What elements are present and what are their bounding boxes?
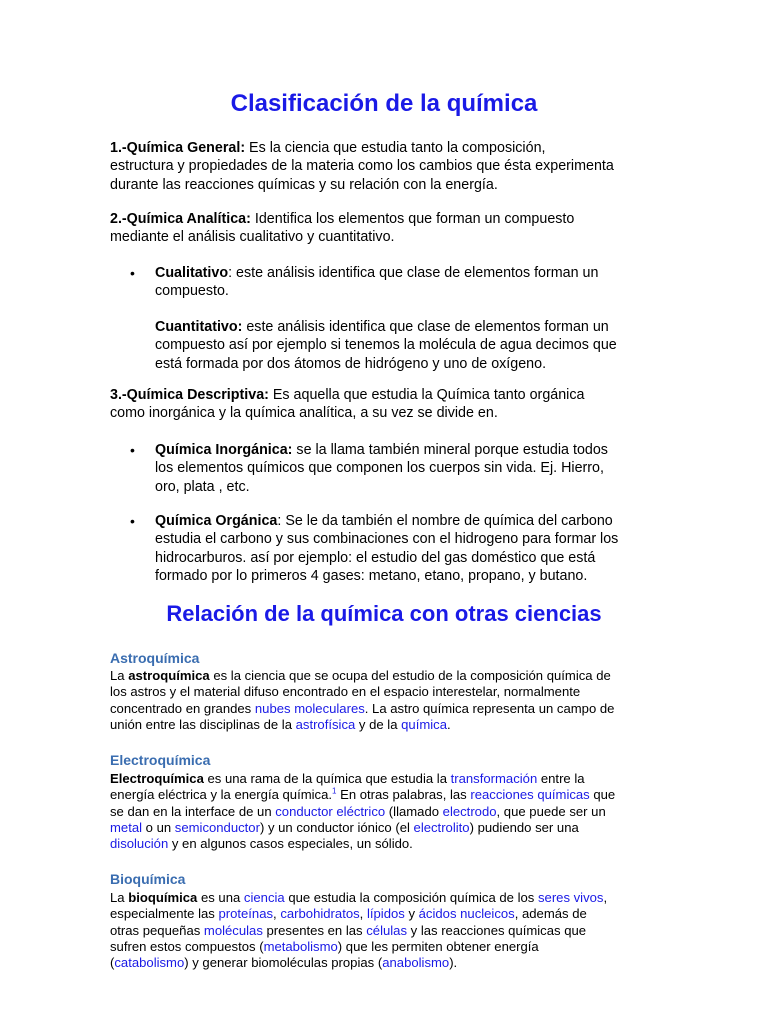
- acidos-nucleicos-link[interactable]: ácidos nucleicos: [418, 906, 515, 922]
- page-title: Clasificación de la química: [230, 90, 538, 117]
- quimica-organica-item: Química Orgánica: Se le da también el nombre de química del carbono estudia el carbono y sus combinaciones con el hidrogeno para formar los hidrocarburos. así por ejemplo: el estudio del gas doméstico que está formado por lo primeros 4 gases: metano, etano, propano, y butano.: [155, 513, 619, 584]
- astrofisica-link[interactable]: astrofísica: [295, 716, 356, 732]
- quimica-general-label: 1.-Química General:: [110, 140, 246, 156]
- quimica-general-paragraph: 1.-Química General: Es la ciencia que estudia tanto la composición, estructura y propiedades de la materia como los cambios que ésta experimenta durante las reacciones químicas y su relación con la energía.: [110, 140, 614, 193]
- bullet-icon: •: [130, 265, 135, 281]
- conductor-electrico-link[interactable]: conductor eléctrico: [275, 803, 386, 819]
- astroquimica-paragraph: La astroquímica es la ciencia que se ocupa del estudio de la composición química de los astros y el material difuso encontrado en el espacio interestelar, normalmente concentrado en grandes nubes moleculares. La astro química representa un campo de unión entre las disciplinas de la astrofísica y de la química.: [110, 668, 615, 732]
- carbohidratos-link[interactable]: carbohidratos: [280, 906, 360, 922]
- quimica-inorganica-item: Química Inorgánica: se la llama también mineral porque estudia todos los elementos químicos que componen los cuerpos sin vida. Ej. Hierro, oro, plata , etc.: [155, 442, 608, 495]
- cuantitativo-label: Cuantitativo:: [155, 319, 243, 335]
- bullet-icon: •: [130, 442, 135, 458]
- cualitativo-item: Cualitativo: este análisis identifica que clase de elementos forman un compuesto.: [155, 265, 599, 300]
- celulas-link[interactable]: células: [366, 922, 407, 938]
- disolucion-link[interactable]: disolución: [110, 836, 169, 852]
- electrodo-link[interactable]: electrodo: [442, 803, 497, 819]
- bioquimica-paragraph: La bioquímica es una ciencia que estudia la composición química de los seres vivos, especialmente las proteínas, carbohidratos, lípidos y ácidos nucleicos, además de otras pequeñas moléculas presentes en las células y las reacciones químicas que sufren estos compuestos (metabolismo) que les permiten obtener energía (catabolismo) y generar biomoléculas propias (anabolismo).: [110, 890, 608, 971]
- astroquimica-heading: Astroquímica: [110, 650, 200, 666]
- seres-vivos-link[interactable]: seres vivos: [537, 890, 604, 905]
- cualitativo-label: Cualitativo: [155, 265, 229, 281]
- cuantitativo-item: Cuantitativo: este análisis identifica que clase de elementos forman un compuesto así por ejemplo si tenemos la molécula de agua decimos que está formada por dos átomos de hidrógeno y uno de oxígeno.: [155, 319, 617, 372]
- footnote-1-link[interactable]: 1: [332, 786, 337, 796]
- quimica-organica-label: Química Orgánica: [155, 513, 278, 529]
- metabolismo-link[interactable]: metabolismo: [263, 938, 338, 954]
- nubes-moleculares-link[interactable]: nubes moleculares: [254, 700, 365, 716]
- quimica-link[interactable]: química: [401, 716, 447, 732]
- reacciones-quimicas-link[interactable]: reacciones químicas: [470, 787, 590, 803]
- bioquimica-heading: Bioquímica: [110, 871, 186, 887]
- lipidos-link[interactable]: lípidos: [366, 906, 405, 922]
- semiconductor-link[interactable]: semiconductor: [174, 819, 260, 835]
- section-title: Relación de la química con otras ciencias: [166, 601, 602, 626]
- ciencia-link[interactable]: ciencia: [243, 890, 285, 905]
- bullet-icon: •: [130, 513, 135, 529]
- catabolismo-link[interactable]: catabolismo: [114, 955, 185, 971]
- proteinas-link[interactable]: proteínas: [218, 906, 274, 922]
- quimica-analitica-label: 2.-Química Analítica:: [110, 211, 251, 227]
- electroquimica-heading: Electroquímica: [110, 752, 211, 768]
- anabolismo-link[interactable]: anabolismo: [382, 955, 450, 971]
- moleculas-link[interactable]: moléculas: [203, 922, 263, 938]
- metal-link[interactable]: metal: [110, 819, 143, 835]
- quimica-descriptiva-paragraph: 3.-Química Descriptiva: Es aquella que estudia la Química tanto orgánica como inorgánica y la química analítica, a su vez se divide en.: [110, 387, 585, 422]
- quimica-analitica-paragraph: 2.-Química Analítica: Identifica los elementos que forman un compuesto mediante el análisis cualitativo y cuantitativo.: [110, 211, 575, 246]
- electrolito-link[interactable]: electrolito: [413, 819, 470, 835]
- quimica-descriptiva-label: 3.-Química Descriptiva:: [110, 387, 269, 403]
- electroquimica-paragraph: Electroquímica es una rama de la química que estudia la transformación entre la energía eléctrica y la energía química.$^1$ En otras palabras, las reacciones químicas que se dan en la interface de un conductor eléctrico (llamado electrodo, que puede ser un metal o un semiconductor) y un conductor iónico (el electrolito) pudiendo ser una disolución y en algunos casos especiales, un sólido.: [110, 771, 616, 852]
- transformacion-link[interactable]: transformación: [450, 771, 538, 786]
- quimica-inorganica-label: Química Inorgánica:: [155, 442, 293, 458]
